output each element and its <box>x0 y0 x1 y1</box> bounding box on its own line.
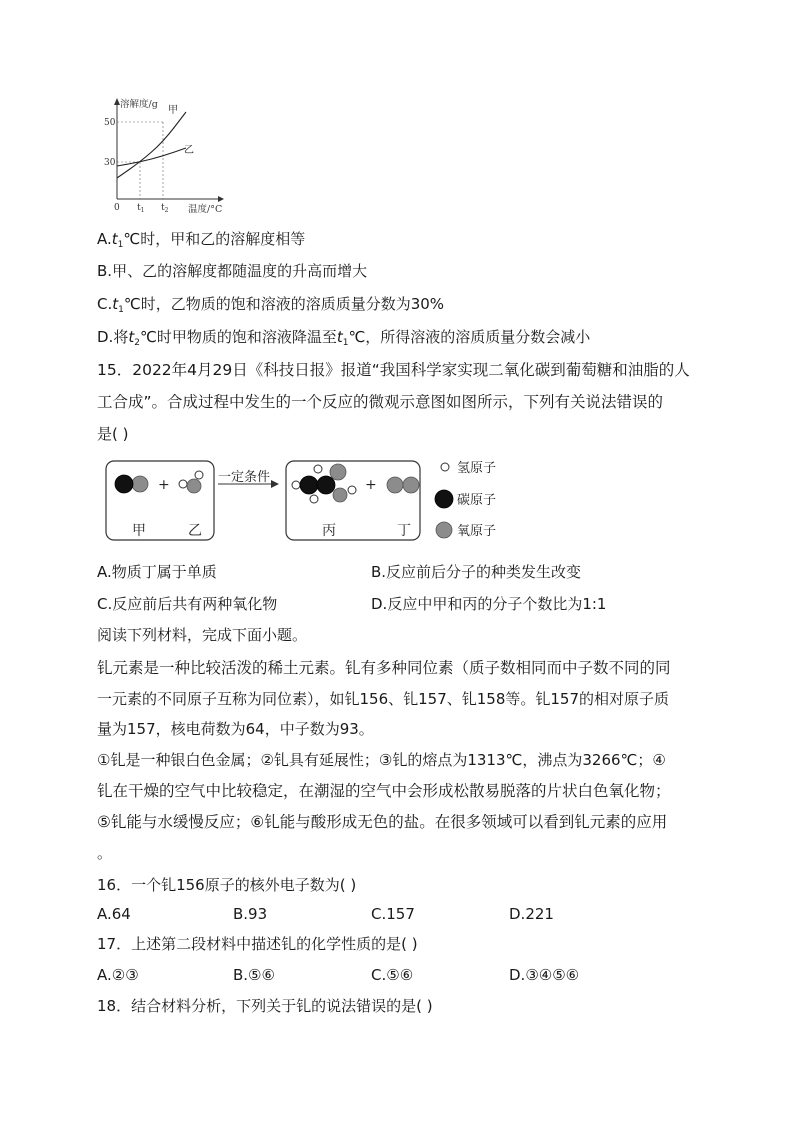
reaction-condition: 一定条件 <box>218 470 271 485</box>
q16-option-a[interactable]: A.64 <box>97 905 131 923</box>
q16-option-b[interactable]: B.93 <box>233 905 268 923</box>
passage-p2-line3: ⑤钆能与水缓慢反应；⑥钆能与酸形成无色的盐。在很多领域可以看到钆元素的应用 <box>97 813 668 831</box>
y-axis-label: 溶解度/g <box>120 99 158 110</box>
passage-p1-line3: 量为157，核电荷数为64，中子数为93。 <box>97 720 374 738</box>
molecule-yi <box>179 471 203 493</box>
legend-oxygen: 氧原子 <box>457 524 497 539</box>
curve-jia <box>117 112 186 178</box>
passage-p1-line1: 钆元素是一种比较活泼的稀土元素。钆有多种同位素（质子数相同而中子数不同的同 <box>97 659 671 677</box>
reaction-diagram <box>100 455 520 550</box>
q14-option-c[interactable]: $C.t_1℃$时，乙物质的饱和溶液的溶质质量分数为30% <box>97 295 445 315</box>
label-bing: 丙 <box>322 523 336 539</box>
legend-oxygen-marker <box>436 522 452 538</box>
y-tick-30: 30 <box>104 158 116 168</box>
q17-stem: 17．上述第二段材料中描述钆的化学性质的是( ) <box>97 935 418 953</box>
x-tick-t2: $t_2$ <box>161 203 169 214</box>
q16-option-d[interactable]: D.221 <box>509 905 554 923</box>
q15-option-a[interactable]: A.物质丁属于单质 <box>97 563 217 581</box>
passage-p2-line4: 。 <box>97 844 113 862</box>
passage-p1-line2: 一元素的不同原子互称为同位素），如钆156、钆157、钆158等。钆157的相对原子质 <box>97 690 670 708</box>
q15-option-d[interactable]: D.反应中甲和丙的分子个数比为1:1 <box>371 595 607 613</box>
label-yi: 乙 <box>188 523 202 539</box>
q15-stem-line1: 15．2022年4月29日《科技日报》报道“我国科学家实现二氧化碳到葡萄糖和油脂的人 <box>97 361 690 379</box>
legend-carbon: 碳原子 <box>457 493 497 508</box>
q16-stem: 16．一个钆156原子的核外电子数为( ) <box>97 876 357 894</box>
passage-p2-line2: 钆在干燥的空气中比较稳定，在潮湿的空气中会形成松散易脱落的片状白色氧化物； <box>97 782 671 800</box>
legend <box>435 461 496 539</box>
q14-option-b[interactable]: B.甲、乙的溶解度都随温度的升高而增大 <box>97 262 368 280</box>
q17-option-c[interactable]: C.⑤⑥ <box>371 966 414 984</box>
q15-option-b[interactable]: B.反应前后分子的种类发生改变 <box>371 563 582 581</box>
label-jia: 甲 <box>132 523 146 539</box>
solubility-chart <box>100 95 240 217</box>
x-axis-label: 温度/°C <box>188 204 223 215</box>
passage-intro: 阅读下列材料，完成下面小题。 <box>97 626 308 644</box>
q14-option-a[interactable]: $A.t_1℃$时，甲和乙的溶解度相等 <box>97 230 306 250</box>
y-tick-50: 50 <box>104 118 116 128</box>
q17-option-d[interactable]: D.③④⑤⑥ <box>509 966 580 984</box>
q17-option-b[interactable]: B.⑤⑥ <box>233 966 275 984</box>
legend-hydrogen-marker <box>441 463 449 471</box>
molecule-jia <box>115 475 148 493</box>
molecule-ding <box>387 477 419 493</box>
plus-right: + <box>365 477 377 493</box>
plus-left: + <box>158 477 170 493</box>
x-tick-t1: $t_1$ <box>137 203 145 214</box>
q17-option-a[interactable]: A.②③ <box>97 966 139 984</box>
q18-stem: 18．结合材料分析，下列关于钆的说法错误的是( ) <box>97 997 433 1015</box>
q14-option-d[interactable]: D.将$t_2℃$时甲物质的饱和溶液降温至$t_1℃$，所得溶液的溶质质量分数会减小 <box>97 328 591 348</box>
molecule-bing <box>292 464 356 503</box>
curve-label-yi: 乙 <box>184 145 194 156</box>
q15-stem-line3: 是( ) <box>97 425 129 443</box>
q15-stem-line2: 工合成”。合成过程中发生的一个反应的微观示意图如图所示，下列有关说法错误的 <box>97 393 664 411</box>
curve-label-jia: 甲 <box>168 105 178 116</box>
label-ding: 丁 <box>397 523 411 539</box>
passage-p2-line1: ①钆是一种银白色金属；②钆具有延展性；③钆的熔点为1313℃，沸点为3266℃；④ <box>97 751 666 769</box>
q16-option-c[interactable]: C.157 <box>371 905 415 923</box>
legend-hydrogen: 氢原子 <box>457 461 497 476</box>
legend-carbon-marker <box>435 490 453 508</box>
x-tick-0: 0 <box>114 203 120 213</box>
q15-option-c[interactable]: C.反应前后共有两种氧化物 <box>97 595 278 613</box>
x-axis-arrow <box>218 196 224 202</box>
curve-yi <box>117 148 186 166</box>
reaction-arrowhead <box>271 480 279 488</box>
